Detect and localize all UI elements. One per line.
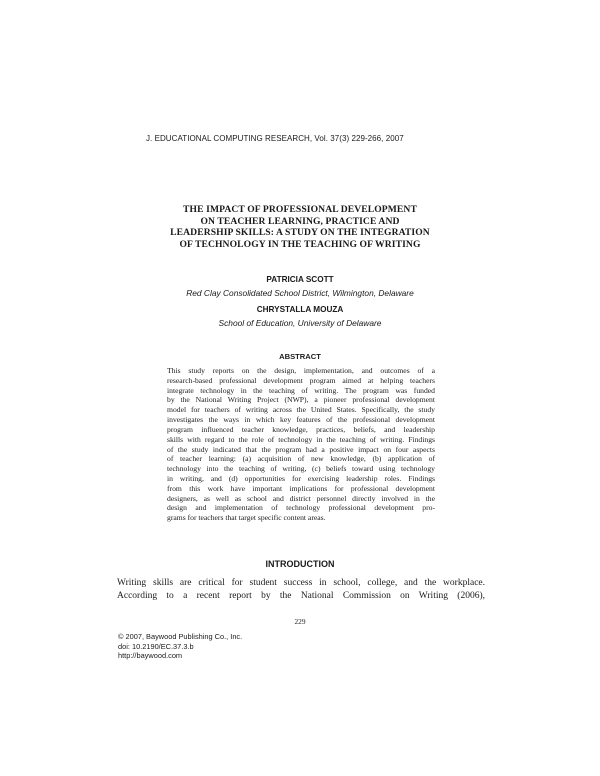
intro-line: According to a recent report by the National Commission on Writing (2006), xyxy=(117,591,485,601)
abstract-line: investigates the ways in which key features of the professional development xyxy=(167,415,435,425)
section-heading-introduction: INTRODUCTION xyxy=(265,559,335,569)
abstract-line: research-based professional development program aimed at helping teachers xyxy=(167,375,435,385)
abstract-line: in writing, and (d) opportunities for exercising leadership roles. Findings xyxy=(167,473,435,483)
abstract-line: from this work have important implications for professional development xyxy=(167,483,435,493)
journal-citation: J. EDUCATIONAL COMPUTING RESEARCH, Vol. 37(3) 229-266, 2007 xyxy=(146,134,404,143)
title-line: ON TEACHER LEARNING, PRACTICE AND xyxy=(200,215,400,227)
title-line: THE IMPACT OF PROFESSIONAL DEVELOPMENT xyxy=(183,204,417,215)
title-line: LEADERSHIP SKILLS: A STUDY ON THE INTEGRATION xyxy=(170,227,430,239)
page-number: 229 xyxy=(294,617,306,626)
abstract-line: skills with regard to the role of technology in the teaching of writing. Findings xyxy=(167,434,435,444)
abstract-line: grams for teachers that target specific content areas. xyxy=(167,513,326,523)
abstract-line: program influenced teacher knowledge, practices, beliefs, and leadership xyxy=(167,424,435,434)
abstract-line: integrate technology in the teaching of writing. The program was funded xyxy=(167,385,435,395)
abstract-line: by the National Writing Project (NWP), a pioneer professional development xyxy=(167,395,435,405)
abstract-line: design and implementation of technology professional development pro- xyxy=(167,503,435,513)
article-title xyxy=(140,204,460,250)
abstract-line: of teacher learning: (a) acquisition of new knowledge, (b) application of xyxy=(167,454,435,464)
copyright-line: © 2007, Baywood Publishing Co., Inc. xyxy=(118,632,243,641)
abstract-line: This study reports on the design, implementation, and outcomes of a xyxy=(167,366,435,375)
abstract-body xyxy=(167,366,435,523)
author-affiliation: School of Education, University of Delaware xyxy=(218,318,382,328)
abstract-line: designers, as well as school and district personnel directly involved in the xyxy=(167,493,435,503)
abstract-line: technology into the teaching of writing, (c) beliefs toward using technology xyxy=(167,464,435,474)
abstract-line: of the study indicated that the program had a positive impact on four aspects xyxy=(167,444,435,454)
author-name: CHRYSTALLA MOUZA xyxy=(256,305,344,314)
abstract-heading: ABSTRACT xyxy=(279,352,321,361)
publisher-url: http://baywood.com xyxy=(118,651,183,661)
intro-line: Writing skills are critical for student success in school, college, and the workplace. xyxy=(117,578,485,588)
title-line: OF TECHNOLOGY IN THE TEACHING OF WRITING xyxy=(179,238,421,250)
publisher-footer xyxy=(118,632,242,661)
author-name: PATRICIA SCOTT xyxy=(266,275,334,284)
author-affiliation: Red Clay Consolidated School District, Wilmington, Delaware xyxy=(186,288,414,298)
introduction-body xyxy=(117,577,485,603)
abstract-line: model for teachers of writing across the United States. Specifically, the study xyxy=(167,405,435,415)
doi-line: doi: 10.2190/EC.37.3.b xyxy=(118,641,194,651)
